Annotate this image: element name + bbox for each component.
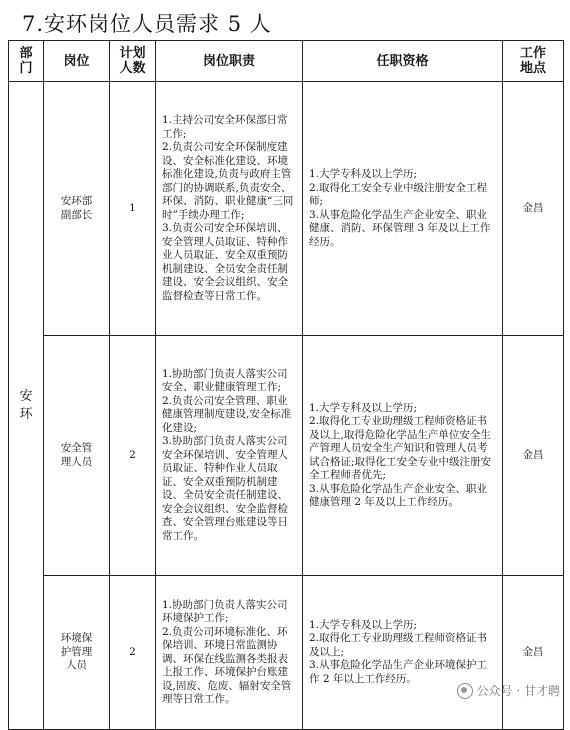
qualifications-cell: 1.大学专科及以上学历; 2.取得化工专业助理级工程师资格证书及以上,取得危险化学品生产单位安全生产管理人员安全生产知识和管理人员考试合格证;取得化工安全专业中级注册安全工程师者优先; 3.从事危险化学品生产企业安全、职业健康管理 2 年及以上工作经历。 — [303, 336, 503, 576]
location-cell: 金昌 — [503, 336, 564, 576]
qualifications-cell: 1.大学专科及以上学历; 2.取得化工安全专业中级注册安全工程师; 3.从事危险化学品生产企业安全、职业健康、消防、环保管理 3 年及以上工作经历。 — [303, 82, 503, 336]
table-row — [9, 82, 564, 336]
duties-cell: 1.主持公司安全环保部日常工作; 2.负责公司安全环保制度建设、安全标准化建设、环境标准化建设,负责与政府主管部门的协调联系,负责安全、环保、消防、职业健康“三同时”手续办理工作; 3.负责公司安全环保培训、安全管理人员取证、特种作业人员取证、安全双重预防机制建设、全员安全责任制建设、安全会议组织、安全监督检查等日常工作。 — [156, 82, 303, 336]
department-cell: 安 环 — [9, 82, 44, 730]
header-location: 工作 地点 — [503, 41, 564, 82]
header-duties: 岗位职责 — [156, 41, 303, 82]
duties-cell: 1.协助部门负责人落实公司环境保护工作; 2.负责公司环境标准化、环保培训、环境日常监测协调、环保在线监测各类报表上报工作、环境保护台账建设,固废、危废、辐射安全管理等日常工作。 — [156, 576, 303, 730]
location-cell: 金昌 — [503, 82, 564, 336]
job-requirements-table — [8, 40, 564, 730]
position-cell: 安全管 理人员 — [44, 336, 110, 576]
header-plan-count: 计划 人数 — [110, 41, 156, 82]
wechat-icon — [457, 683, 473, 699]
watermark-text: 公众号 · 甘才聘 — [476, 684, 560, 698]
header-position: 岗位 — [44, 41, 110, 82]
duties-cell: 1.协助部门负责人落实公司安全、职业健康管理工作; 2.负责公司安全管理、职业健康管理制度建设,安全标准化建设; 3.协助部门负责人落实公司安全环保培训、安全管理人员取证、特种作业人员取证、安全双重预防机制建设、全员安全责任制建设、安全会议组织、安全监督检查、安全管理台账建设等日常工作。 — [156, 336, 303, 576]
table-header-row — [9, 41, 564, 82]
table-row — [9, 336, 564, 576]
page-title: 7.安环岗位人员需求 5 人 — [22, 12, 272, 36]
location-cell: 金昌 — [503, 576, 564, 730]
header-dept: 部 门 — [9, 41, 44, 82]
position-cell: 安环部 副部长 — [44, 82, 110, 336]
position-cell: 环境保 护管理 人员 — [44, 576, 110, 730]
header-qualifications: 任职资格 — [303, 41, 503, 82]
count-cell: 2 — [110, 336, 156, 576]
table-row — [9, 576, 564, 730]
qualifications-cell: 1.大学专科及以上学历; 2.取得化工专业助理级工程师资格证书及以上; 3.从事危险化学品生产企业环境保护工作 2 年以上工作经历。 — [303, 576, 503, 730]
watermark — [457, 682, 560, 699]
count-cell: 1 — [110, 82, 156, 336]
count-cell: 2 — [110, 576, 156, 730]
